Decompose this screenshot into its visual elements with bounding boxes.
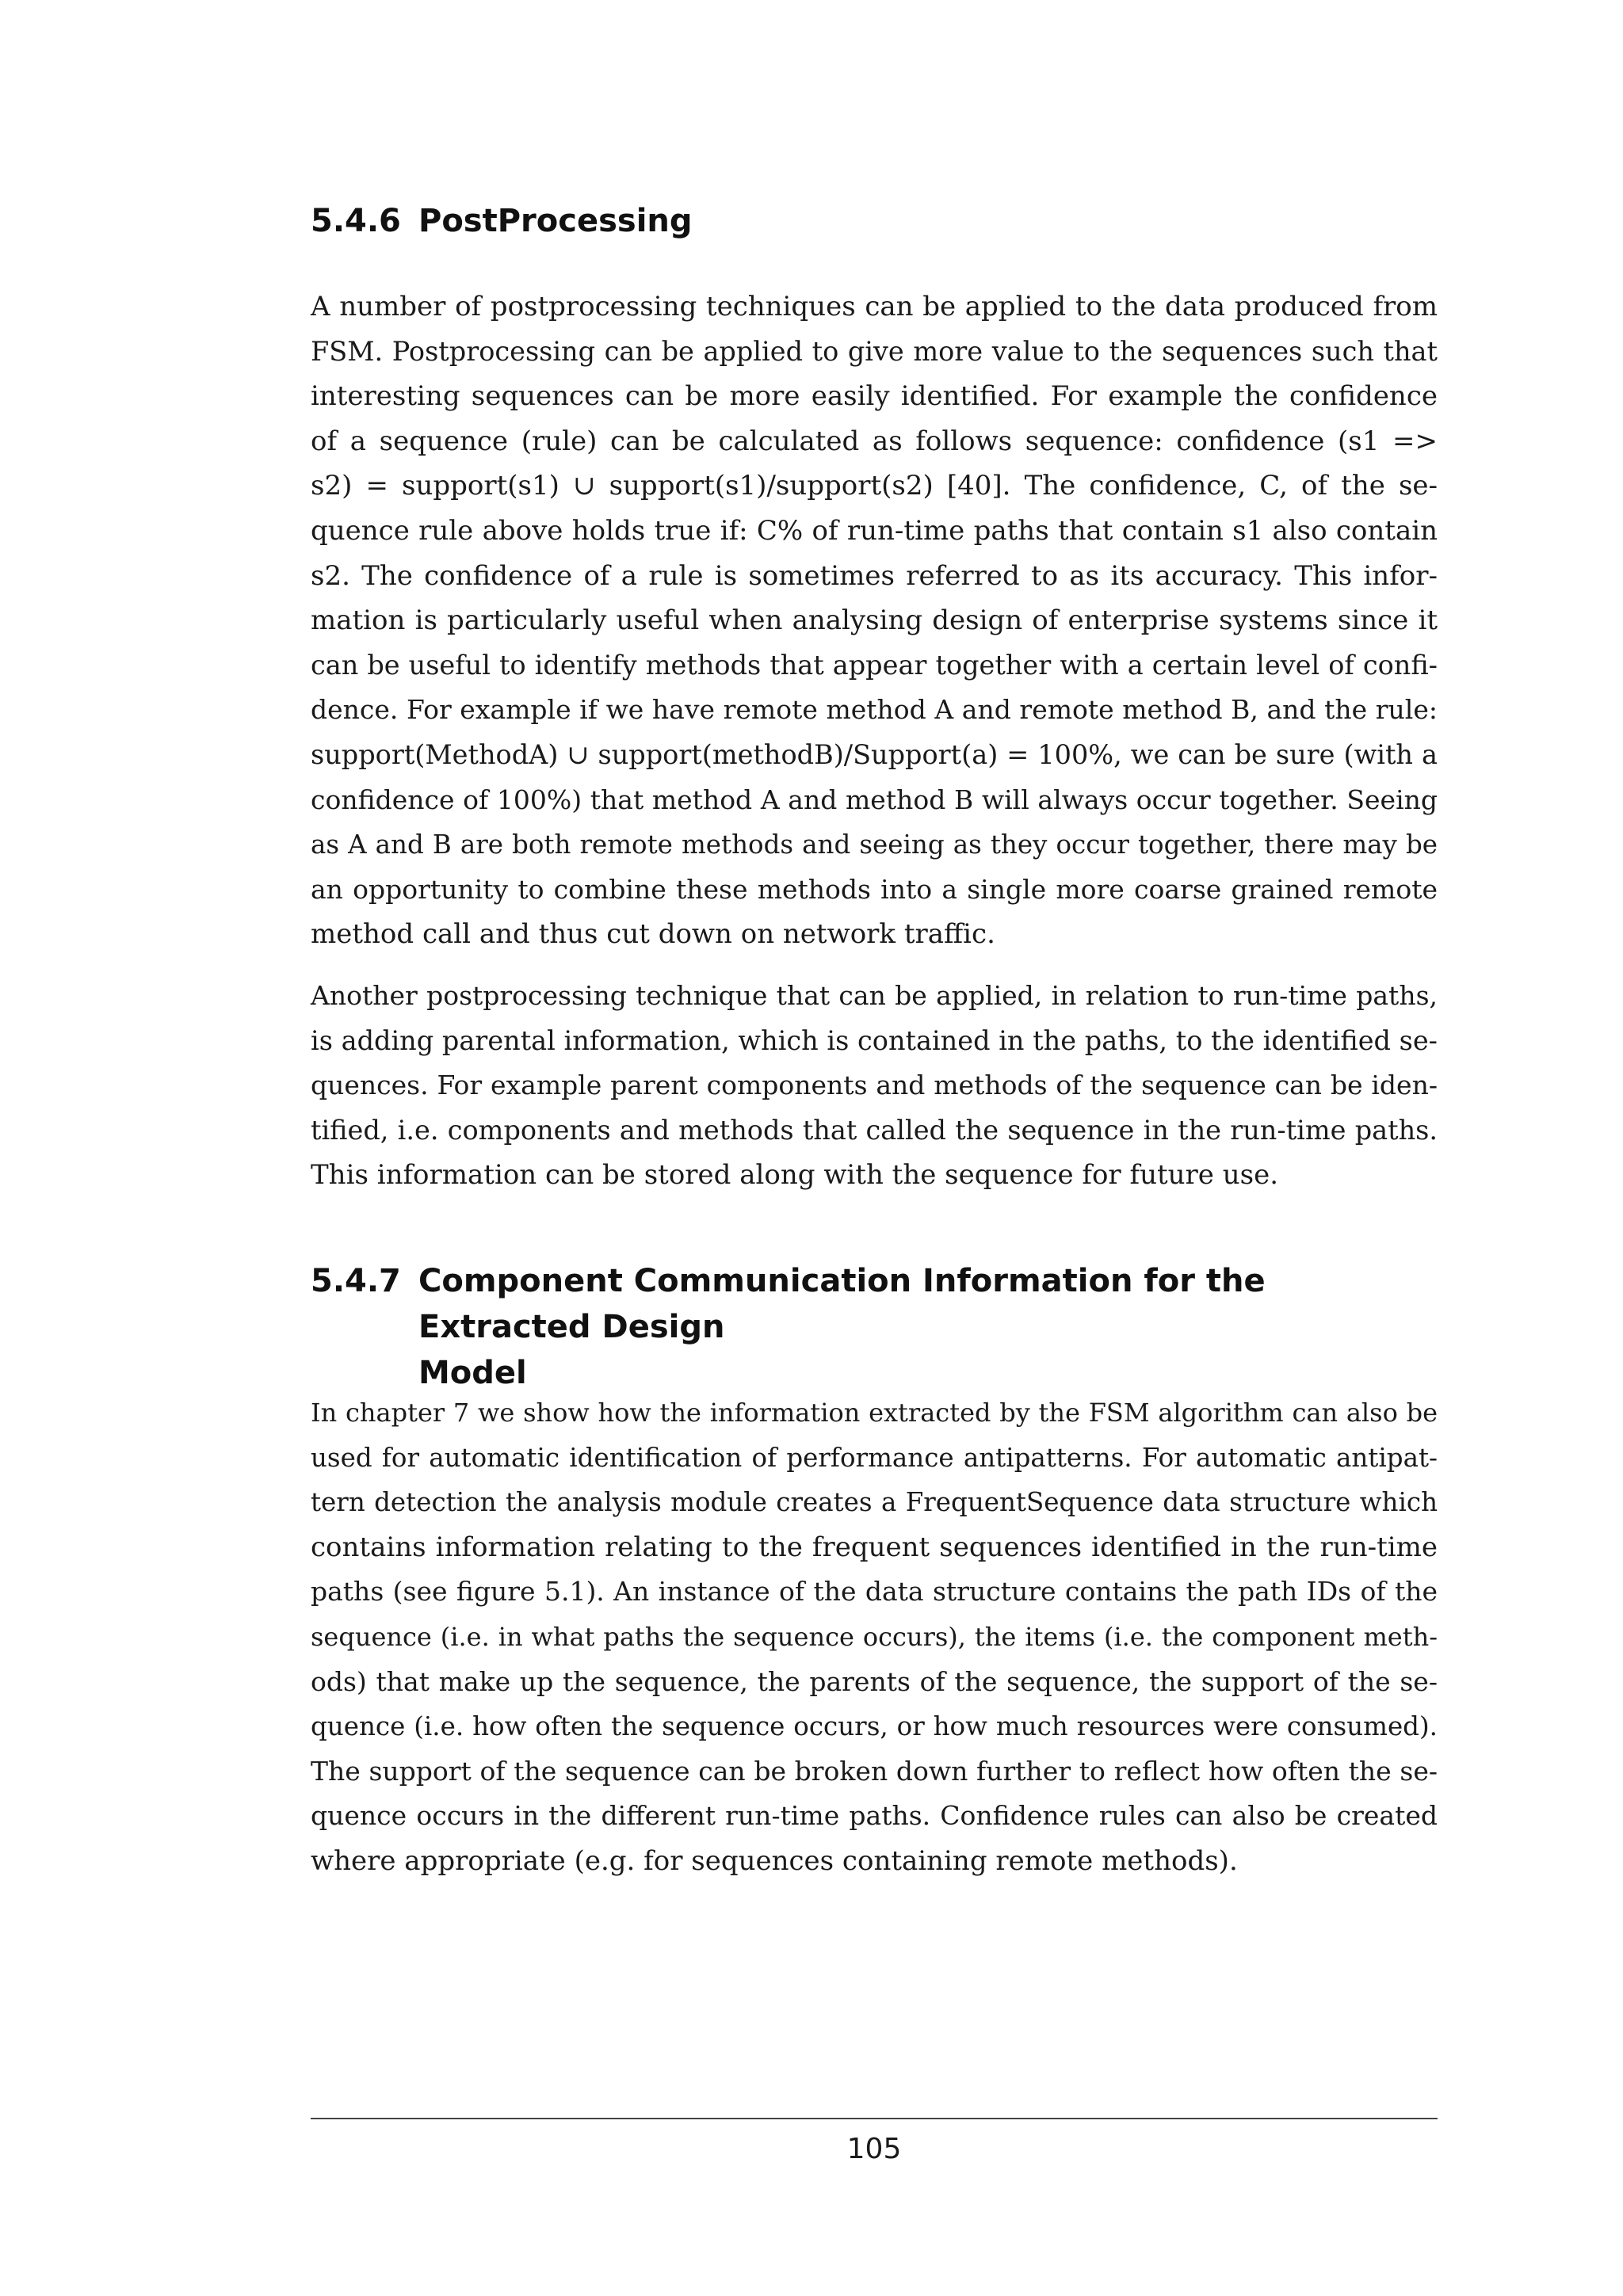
- text-line: tern detection the analysis module creates a FrequentSequence data structure which: [311, 1487, 1438, 1518]
- text-line: This information can be stored along with the sequence for future use.: [311, 1159, 1278, 1192]
- text-line: where appropriate (e.g. for sequences containing remote methods).: [311, 1844, 1238, 1877]
- text-line: The support of the sequence can be broken down further to reflect how often the se-: [311, 1755, 1438, 1787]
- text-line: mation is particularly useful when analysing design of enterprise systems since it: [311, 605, 1438, 637]
- text-line: as A and B are both remote methods and seeing as they occur together, there may be: [311, 830, 1438, 860]
- footer-divider: [311, 2118, 1438, 2119]
- text-line: sequence (i.e. in what paths the sequence occurs), the items (i.e. the component meth-: [311, 1621, 1438, 1652]
- text-line: quences. For example parent components and methods of the sequence can be iden-: [311, 1070, 1438, 1101]
- document-page: [311, 0, 1438, 2296]
- text-line: of a sequence (rule) can be calculated as follows sequence: confidence (s1 =>: [311, 425, 1438, 457]
- text-line: paths (see figure 5.1). An instance of the data structure contains the path IDs of the: [311, 1576, 1438, 1608]
- section-heading-5-4-6: [311, 198, 1438, 244]
- section-title-line: Component Communication Information for the Extracted Design: [418, 1263, 1266, 1345]
- text-line: interesting sequences can be more easily identified. For example the confidence: [311, 380, 1438, 413]
- section-title-line: Model: [418, 1355, 527, 1391]
- page-number: 105: [846, 2133, 902, 2165]
- text-line: an opportunity to combine these methods into a single more coarse grained remote: [311, 873, 1438, 905]
- text-line: dence. For example if we have remote method A and remote method B, and the rule:: [311, 694, 1438, 726]
- text-line: can be useful to identify methods that appear together with a certain level of confi-: [311, 649, 1438, 681]
- section-title: [418, 1258, 1438, 1396]
- text-line: s2) = support(s1) ∪ support(s1)/support(s2) [40]. The confidence, C, of the se-: [311, 470, 1438, 502]
- section-number: 5.4.6: [311, 203, 401, 239]
- text-line: Another postprocessing technique that can be applied, in relation to run-time paths,: [311, 980, 1438, 1011]
- text-line: is adding parental information, which is contained in the paths, to the identified se-: [311, 1024, 1438, 1056]
- text-line: method call and thus cut down on network traffic.: [311, 918, 995, 951]
- text-line: FSM. Postprocessing can be applied to give more value to the sequences such that: [311, 335, 1438, 367]
- text-line: tified, i.e. components and methods that called the sequence in the run-time paths.: [311, 1114, 1438, 1146]
- paragraph-component-communication: [311, 1390, 1438, 1884]
- section-heading-5-4-7: [311, 1258, 1438, 1396]
- section-title: PostProcessing: [418, 203, 693, 239]
- paragraph-postprocessing: [311, 284, 1438, 957]
- text-line: quence occurs in the different run-time paths. Confidence rules can also be created: [311, 1800, 1438, 1832]
- text-line: support(MethodA) ∪ support(methodB)/Support(a) = 100%, we can be sure (with a: [311, 738, 1438, 770]
- text-line: quence (i.e. how often the sequence occurs, or how much resources were consumed).: [311, 1711, 1438, 1742]
- text-line: contains information relating to the frequent sequences identified in the run-time: [311, 1531, 1438, 1563]
- paragraph-parental-information: [311, 974, 1438, 1198]
- section-number: 5.4.7: [311, 1263, 401, 1299]
- text-line: used for automatic identification of performance antipatterns. For automatic antipat-: [311, 1442, 1438, 1473]
- text-line: ods) that make up the sequence, the parents of the sequence, the support of the se-: [311, 1665, 1438, 1697]
- text-line: s2. The confidence of a rule is sometimes referred to as its accuracy. This infor-: [311, 559, 1438, 592]
- text-line: A number of postprocessing techniques can be applied to the data produced from: [311, 291, 1438, 322]
- text-line: confidence of 100%) that method A and method B will always occur together. Seeing: [311, 784, 1438, 815]
- text-line: quence rule above holds true if: C% of run-time paths that contain s1 also contain: [311, 514, 1438, 547]
- text-line: In chapter 7 we show how the information extracted by the FSM algorithm can also be: [311, 1398, 1438, 1428]
